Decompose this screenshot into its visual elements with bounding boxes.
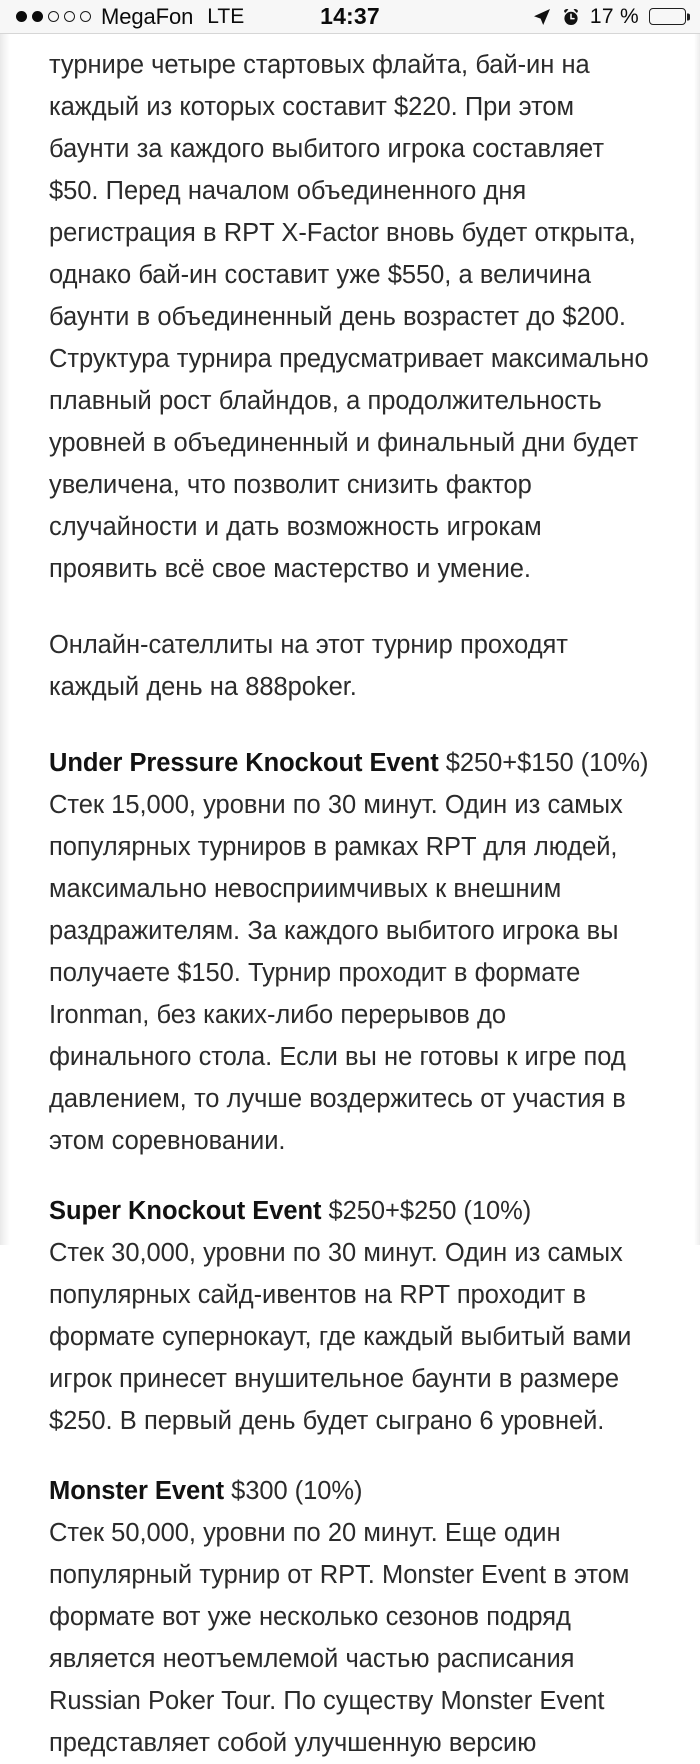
battery-icon <box>649 8 686 25</box>
alarm-clock-icon <box>561 7 581 27</box>
article-page[interactable] <box>0 34 700 1757</box>
signal-strength-icon <box>16 11 91 22</box>
event-heading <box>49 1470 655 1512</box>
location-arrow-icon <box>532 7 552 27</box>
event-name: Under Pressure Knockout Event <box>49 749 439 777</box>
network-type-label: LTE <box>207 4 245 28</box>
battery-cap <box>687 13 690 20</box>
event-description: Стек 50,000, уровни по 20 минут. Еще один популярный турнир от RPT. Monster Event в этом формате вот уже несколько сезонов подряд является неотъемлемой частью расписания Russian Poker Tour. По существу Monster Event представляет собой улучшенную версию <box>49 1519 630 1757</box>
paragraph-spacer <box>49 708 655 742</box>
paragraph-spacer <box>49 1442 655 1470</box>
status-bar-clock: 14:37 <box>320 3 380 29</box>
event-price: $250+$250 (10%) <box>328 1197 532 1225</box>
article-body <box>0 34 700 1764</box>
status-bar <box>0 0 700 34</box>
event-heading <box>49 1190 655 1232</box>
event-description: Стек 30,000, уровни по 30 минут. Один из самых популярных сайд-ивентов на RPT проходит в формате супернокаут, где каждый выбитый вами игрок принесет внушительное баунти в размере $250. В первый день будет сыграно 6 уровней. <box>49 1239 632 1435</box>
signal-dot-3 <box>48 11 59 22</box>
article-paragraph: турнире четыре стартовых флайта, бай-ин на каждый из которых составит $220. При этом баунти за каждого выбитого игрока составляет $50. Перед началом объединенного дня регистрация в RPT X-Factor вновь будет открыта, однако бай-ин составит уже $550, а величина баунти в объединенный день возрастет до $200. Структура турнира предусматривает максимально плавный рост блайндов, а продолжительность уровней в объединенный и финальный дни будет увеличена, что позволит снизить фактор случайности и дать возможность игрокам проявить всё свое мастерство и умение. <box>49 51 649 583</box>
event-description: Стек 15,000, уровни по 30 минут. Один из самых популярных турниров в рамках RPT для людей, максимально невосприимчивых к внешним раздражителям. За каждого выбитого игрока вы получаете $150. Турнир проходит в формате Ironman, без каких-либо перерывов до финального стола. Если вы не готовы к игре под давлением, то лучше воздержитесь от участия в этом соревновании. <box>49 791 626 1155</box>
event-price: $250+$150 (10%) <box>445 749 649 777</box>
event-name: Monster Event <box>49 1477 225 1505</box>
carrier-name: MegaFon <box>101 3 194 29</box>
event-heading <box>49 742 655 784</box>
status-bar-right <box>532 5 686 29</box>
paragraph-spacer <box>49 1162 655 1190</box>
paragraph-spacer <box>49 590 655 624</box>
signal-dot-4 <box>64 11 75 22</box>
status-bar-left <box>16 4 244 30</box>
signal-dot-5 <box>80 11 91 22</box>
signal-dot-1 <box>16 11 27 22</box>
event-price: $300 (10%) <box>231 1477 363 1505</box>
battery-percent-label: 17 % <box>589 4 639 28</box>
event-name: Super Knockout Event <box>49 1197 322 1225</box>
signal-dot-2 <box>32 11 43 22</box>
article-paragraph: Онлайн-сателлиты на этот турнир проходят каждый день на 888poker. <box>49 631 568 701</box>
